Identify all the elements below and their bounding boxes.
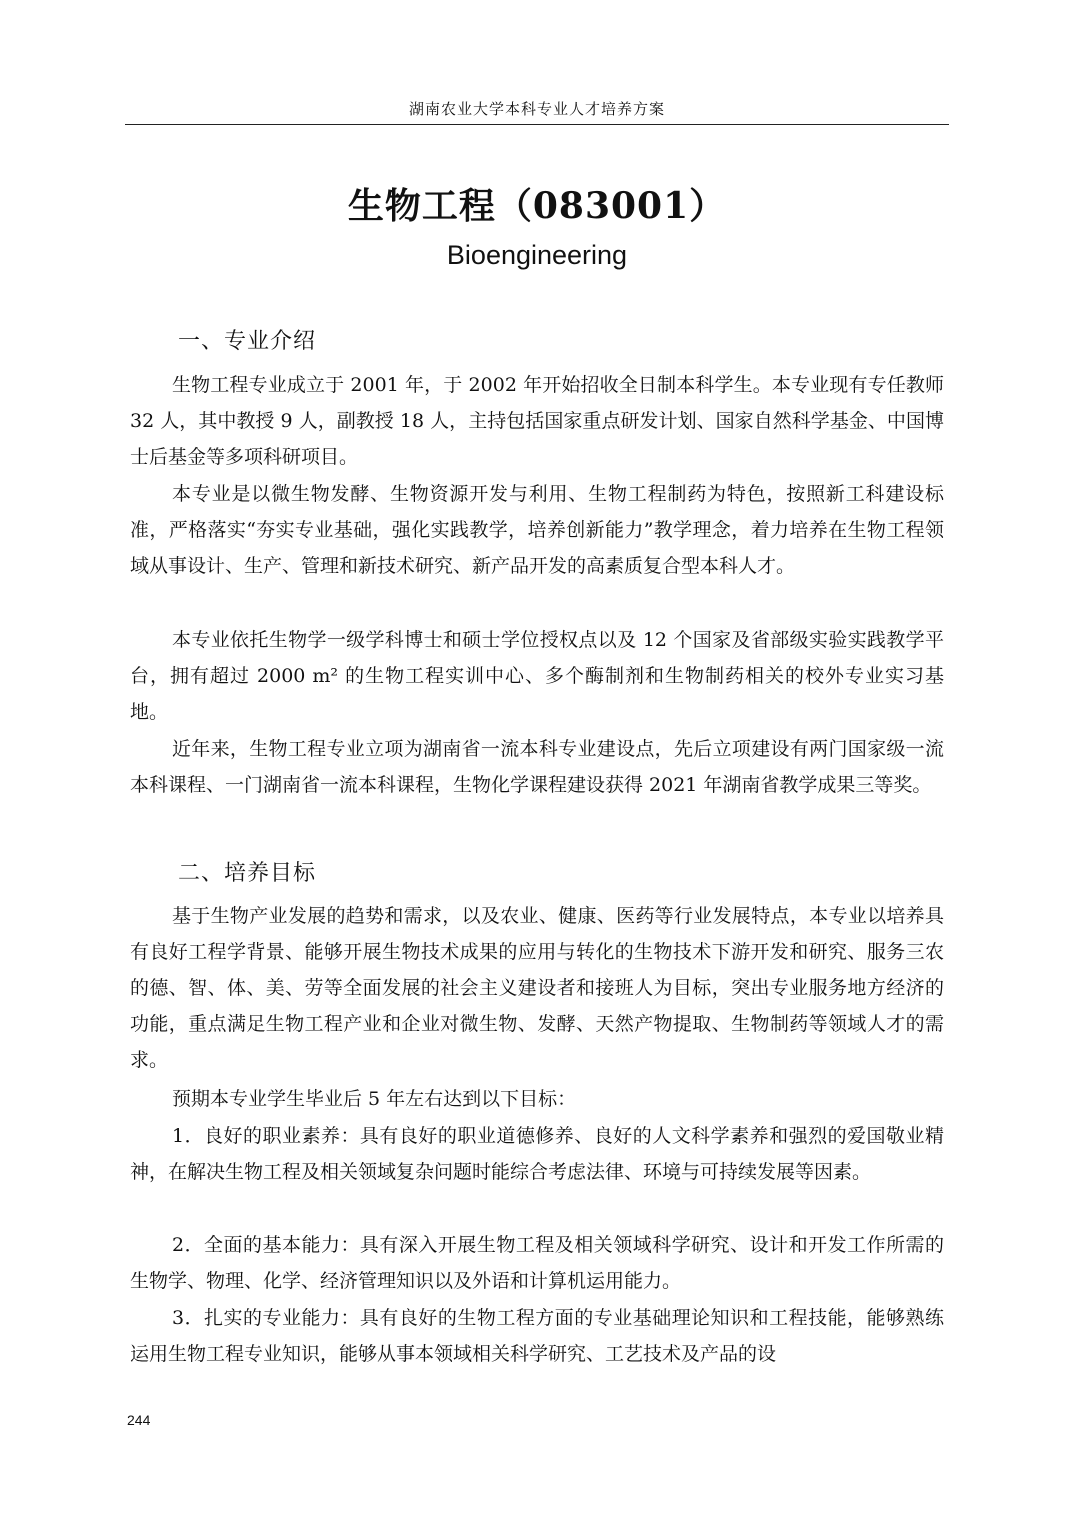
paragraph: 3．扎实的专业能力：具有良好的生物工程方面的专业基础理论知识和工程技能，能够熟练运用生物工程专业知识，能够从事本领域相关科学研究、工艺技术及产品的设 <box>130 1307 944 1365</box>
paragraph: 本专业依托生物学一级学科博士和硕士学位授权点以及 12 个国家及省部级实验实践教学平台，拥有超过 2000 m² 的生物工程实训中心、多个酶制剂和生物制药相关的校外专业实习基地。 <box>130 629 944 723</box>
paragraph: 近年来，生物工程专业立项为湖南省一流本科专业建设点，先后立项建设有两门国家级一流本科课程、一门湖南省一流本科课程，生物化学课程建设获得 2021 年湖南省教学成果三等奖。 <box>130 738 944 796</box>
paragraph: 预期本专业学生毕业后 5 年左右达到以下目标： <box>172 1088 577 1110</box>
page-subtitle-english: Bioengineering <box>446 240 628 270</box>
paragraph: 本专业是以微生物发酵、生物资源开发与利用、生物工程制药为特色，按照新工科建设标准，严格落实“夯实专业基础，强化实践教学，培养创新能力”教学理念，着力培养在生物工程领域从事设计、生产、管理和新技术研究、新产品开发的高素质复合型本科人才。 <box>130 483 944 577</box>
paragraph: 1．良好的职业素养：具有良好的职业道德修养、良好的人文科学素养和强烈的爱国敬业精神，在解决生物工程及相关领域复杂问题时能综合考虑法律、环境与可持续发展等因素。 <box>130 1125 944 1183</box>
paragraph: 2．全面的基本能力：具有深入开展生物工程及相关领域科学研究、设计和开发工作所需的生物学、物理、化学、经济管理知识以及外语和计算机运用能力。 <box>130 1234 944 1292</box>
paragraph: 生物工程专业成立于 2001 年，于 2002 年开始招收全日制本科学生。本专业现有专任教师 32 人，其中教授 9 人，副教授 18 人，主持包括国家重点研发计划、国家自然科学基金、中国博士后基金等多项科研项目。 <box>130 374 944 468</box>
header-rule <box>125 124 949 125</box>
running-header: 湖南农业大学本科专业人才培养方案 <box>408 100 665 118</box>
paragraph: 基于生物产业发展的趋势和需求，以及农业、健康、医药等行业发展特点，本专业以培养具有良好工程学背景、能够开展生物技术成果的应用与转化的生物技术下游开发和研究、服务三农的德、智、体、美、劳等全面发展的社会主义建设者和接班人为目标，突出专业服务地方经济的功能，重点满足生物工程产业和企业对微生物、发酵、天然产物提取、生物制药等领域人才的需求。 <box>130 905 944 1071</box>
page-number: 244 <box>127 1412 151 1428</box>
section-heading-introduction: 一、专业介绍 <box>178 329 317 354</box>
page-title: 生物工程（083001） <box>347 185 727 227</box>
section-heading-training-objectives: 二、培养目标 <box>178 861 317 886</box>
